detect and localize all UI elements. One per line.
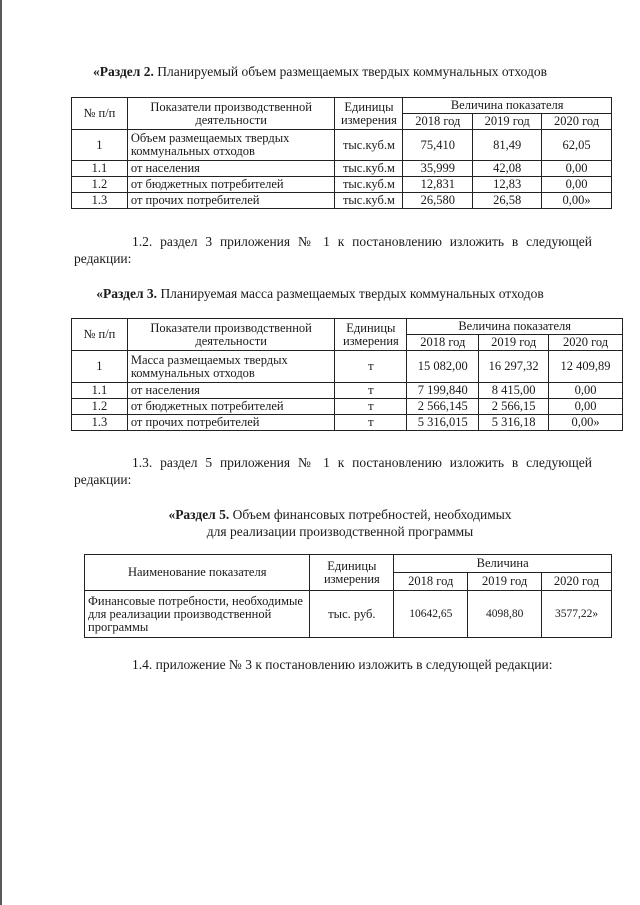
section-3-title-bold: «Раздел 3. [96,286,158,301]
cell-name: от населения [127,383,335,399]
table-row [72,193,612,209]
header-year-2018: 2018 год [403,114,473,130]
cell-2019: 16 297,32 [479,351,549,383]
cell-2019: 5 316,18 [479,415,549,431]
header-indicator: Показатели производственной деятельности [127,319,335,351]
cell-unit: тыс.куб.м [335,161,403,177]
paragraph-1-4-text: 1.4. приложение № 3 к постановлению изложить в следующей редакции: [132,657,553,672]
cell-name: от прочих потребителей [127,415,335,431]
cell-unit: тыс.куб.м [335,177,403,193]
section-2-table [71,97,612,209]
paragraph-1-3-text: 1.3. раздел 5 приложения № 1 к постановлению изложить в следующей редакции: [74,455,592,487]
cell-num: 1.3 [72,193,128,209]
cell-unit: т [335,383,407,399]
cell-name: от бюджетных потребителей [127,399,335,415]
cell-2020: 62,05 [542,130,612,161]
header-year-2019: 2019 год [473,114,542,130]
cell-2020: 0,00» [542,193,612,209]
table-row [72,415,623,431]
header-value: Величина [394,555,612,573]
cell-2020: 0,00» [549,415,623,431]
cell-unit: т [335,399,407,415]
table-row [72,351,623,383]
cell-2018: 26,580 [403,193,473,209]
cell-2018: 2 566,145 [407,399,479,415]
header-value: Величина показателя [403,98,612,114]
cell-unit: тыс.куб.м [335,193,403,209]
section-3-title-rest: Планируемая масса размещаемых твердых коммунальных отходов [157,286,544,301]
header-year-2018: 2018 год [407,335,479,351]
cell-name: от прочих потребителей [127,193,335,209]
header-value: Величина показателя [407,319,623,335]
table-row [72,161,612,177]
table-row [72,177,612,193]
table-row [85,591,612,638]
paragraph-1-4 [74,656,592,673]
cell-num: 1.3 [72,415,128,431]
cell-2019: 8 415,00 [479,383,549,399]
header-num: № п/п [72,319,128,351]
cell-num: 1.1 [72,161,128,177]
cell-2020: 0,00 [542,161,612,177]
scan-edge-shadow [0,0,2,905]
header-units: Единицы измерения [335,319,407,351]
section-5-title-rest: Объем финансовых потребностей, необходимых [229,507,512,522]
cell-2019: 42,08 [473,161,542,177]
cell-num: 1 [72,130,128,161]
header-year-2018: 2018 год [394,573,468,591]
section-5-title-line2: для реализации производственной программы [206,524,474,539]
cell-name: от населения [127,161,335,177]
header-units: Единицы измерения [335,98,403,130]
cell-name: Объем размещаемых твердых коммунальных отходов [127,130,335,161]
cell-2019: 81,49 [473,130,542,161]
cell-2020: 0,00 [542,177,612,193]
cell-unit: т [335,415,407,431]
cell-name: от бюджетных потребителей [127,177,335,193]
cell-name: Масса размещаемых твердых коммунальных отходов [127,351,335,383]
header-year-2019: 2019 год [468,573,542,591]
header-units: Единицы измерения [310,555,394,591]
cell-2018: 5 316,015 [407,415,479,431]
cell-2020: 0,00 [549,399,623,415]
section-5-table [84,554,612,638]
header-year-2020: 2020 год [542,114,612,130]
header-year-2020: 2020 год [542,573,612,591]
cell-unit: т [335,351,407,383]
paragraph-1-2-text: 1.2. раздел 3 приложения № 1 к постановлению изложить в следующей редакции: [74,234,592,266]
cell-num: 1 [72,351,128,383]
table-row [72,130,612,161]
cell-2019: 2 566,15 [479,399,549,415]
cell-num: 1.2 [72,177,128,193]
cell-num: 1.2 [72,399,128,415]
cell-2018: 75,410 [403,130,473,161]
paragraph-1-2 [74,233,592,267]
cell-name: Финансовые потребности, необходимые для реализации производственной программы [85,591,310,638]
cell-2018: 35,999 [403,161,473,177]
header-indicator: Показатели производственной деятельности [127,98,335,130]
cell-2020: 12 409,89 [549,351,623,383]
cell-unit: тыс. руб. [310,591,394,638]
cell-2018: 12,831 [403,177,473,193]
cell-2018: 7 199,840 [407,383,479,399]
header-year-2019: 2019 год [479,335,549,351]
cell-unit: тыс.куб.м [335,130,403,161]
section-5-title [0,507,640,523]
table-row [72,399,623,415]
section-2-title-rest: Планируемый объем размещаемых твердых коммунальных отходов [153,64,547,79]
cell-2020: 3577,22» [542,591,612,638]
section-3-table [71,318,623,431]
section-2-title [0,64,640,80]
cell-num: 1.1 [72,383,128,399]
section-2-title-bold: «Раздел 2. [93,64,154,79]
cell-2018: 15 082,00 [407,351,479,383]
table-row [72,383,623,399]
header-year-2020: 2020 год [549,335,623,351]
section-5-title-bold: «Раздел 5. [168,507,230,522]
cell-2019: 12,83 [473,177,542,193]
section-3-title [0,286,640,302]
cell-2020: 0,00 [549,383,623,399]
header-num: № п/п [72,98,128,130]
paragraph-1-3 [74,454,592,488]
header-indicator: Наименование показателя [85,555,310,591]
cell-2019: 4098,80 [468,591,542,638]
cell-2018: 10642,65 [394,591,468,638]
cell-2019: 26,58 [473,193,542,209]
